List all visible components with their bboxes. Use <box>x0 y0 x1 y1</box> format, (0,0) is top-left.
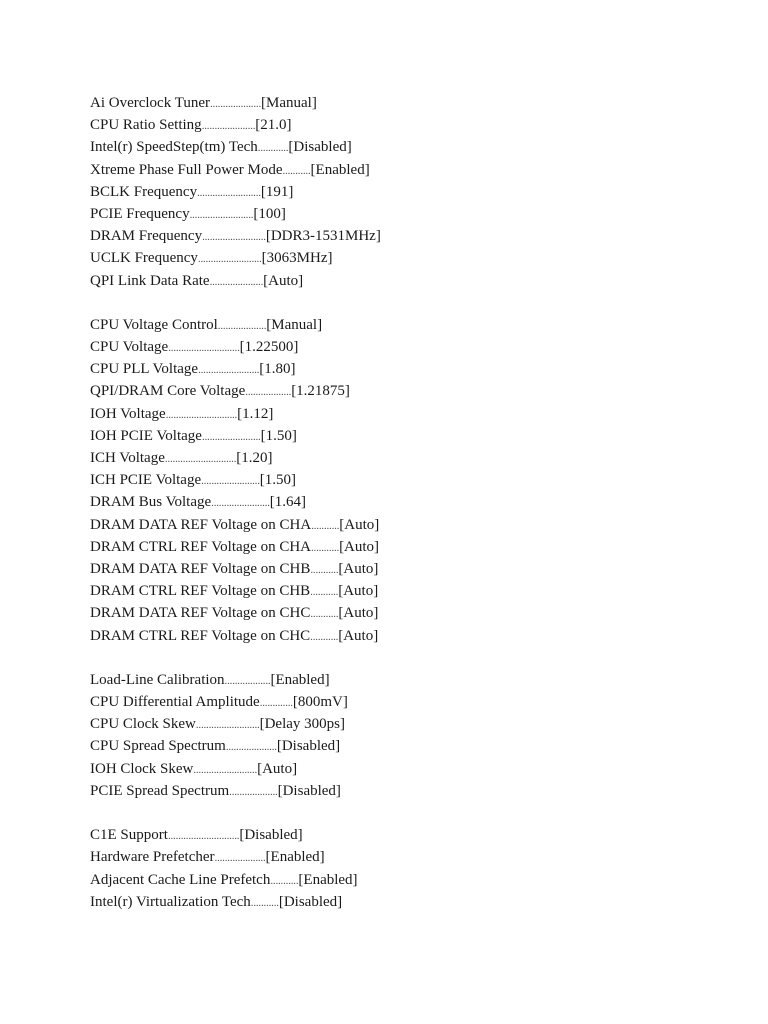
dot-leader: ........................ <box>198 364 260 377</box>
setting-label: DRAM DATA REF Voltage on CHA <box>90 516 312 533</box>
setting-value: [Enabled] <box>265 849 325 866</box>
setting-line <box>90 159 730 181</box>
setting-value: [Disabled] <box>278 893 343 910</box>
dot-leader: ..................... <box>209 275 264 288</box>
settings-group <box>90 669 730 802</box>
setting-value: [DDR3-1531MHz] <box>265 228 381 245</box>
setting-label: DRAM DATA REF Voltage on CHB <box>90 560 311 577</box>
setting-line <box>90 514 730 536</box>
setting-label: IOH Voltage <box>90 405 166 422</box>
setting-line <box>90 558 730 580</box>
setting-label: UCLK Frequency <box>90 250 198 267</box>
setting-label: DRAM CTRL REF Voltage on CHA <box>90 538 311 555</box>
setting-value: [800mV] <box>292 694 348 711</box>
setting-label: CPU Ratio Setting <box>90 117 202 134</box>
dot-leader: ............................ <box>164 453 237 465</box>
setting-line <box>90 225 730 247</box>
setting-line <box>90 891 730 913</box>
setting-line <box>90 491 730 513</box>
setting-label: CPU Voltage Control <box>90 316 218 333</box>
setting-line <box>90 270 730 292</box>
dot-leader: ........... <box>310 563 339 576</box>
setting-value: [Enabled] <box>310 161 370 178</box>
setting-line <box>90 425 730 447</box>
setting-line <box>90 780 730 802</box>
setting-label: Adjacent Cache Line Prefetch <box>90 871 271 888</box>
setting-line <box>90 92 730 114</box>
setting-value: [Auto] <box>339 538 380 555</box>
settings-group <box>90 824 730 913</box>
setting-label: IOH PCIE Voltage <box>90 427 202 444</box>
dot-leader: ........... <box>310 608 339 621</box>
setting-label: CPU Clock Skew <box>90 716 196 733</box>
setting-label: DRAM CTRL REF Voltage on CHC <box>90 627 311 644</box>
setting-value: [100] <box>253 205 286 222</box>
dot-leader: ........... <box>310 630 339 643</box>
setting-value: [Delay 300ps] <box>259 716 346 733</box>
setting-value: [Enabled] <box>298 871 358 888</box>
setting-label: IOH Clock Skew <box>90 760 194 777</box>
dot-leader: ............................ <box>165 408 238 421</box>
setting-value: [1.20] <box>236 450 273 466</box>
setting-value: [Auto] <box>257 760 298 777</box>
setting-line <box>90 114 730 136</box>
setting-line <box>90 846 730 868</box>
setting-line <box>90 181 730 203</box>
setting-label: ICH PCIE Voltage <box>90 472 202 489</box>
dot-leader: ......................... <box>197 253 262 266</box>
setting-value: [Enabled] <box>270 671 330 688</box>
dot-leader: ............. <box>259 697 293 710</box>
setting-value: [1.12] <box>237 405 274 422</box>
setting-value: [Auto] <box>338 627 379 644</box>
setting-value: [1.50] <box>259 472 297 489</box>
setting-value: [3063MHz] <box>261 250 333 267</box>
dot-leader: ......................... <box>195 719 260 732</box>
setting-line <box>90 735 730 757</box>
setting-value: [Auto] <box>339 516 380 533</box>
setting-value: [Auto] <box>338 583 379 600</box>
setting-line <box>90 203 730 225</box>
setting-line <box>90 447 730 469</box>
dot-leader: ................... <box>229 785 278 798</box>
setting-label: QPI Link Data Rate <box>90 272 210 289</box>
setting-value: [191] <box>260 183 294 200</box>
setting-line <box>90 336 730 358</box>
setting-label: Hardware Prefetcher <box>90 849 215 866</box>
setting-value: [Auto] <box>338 605 379 622</box>
setting-label: DRAM CTRL REF Voltage on CHB <box>90 583 311 600</box>
dot-leader: ....................... <box>211 497 270 510</box>
setting-label: Intel(r) Virtualization Tech <box>90 893 251 910</box>
settings-group <box>90 314 730 647</box>
setting-value: [Manual] <box>266 316 323 333</box>
dot-leader: ............ <box>257 142 289 155</box>
setting-label: Ai Overclock Tuner <box>90 95 210 111</box>
setting-line <box>90 536 730 558</box>
setting-line <box>90 602 730 624</box>
dot-leader: .................... <box>225 741 277 754</box>
dot-leader: ........... <box>270 874 299 887</box>
dot-leader: ..................... <box>201 120 256 133</box>
setting-line <box>90 580 730 602</box>
dot-leader: ........... <box>311 541 340 554</box>
setting-value: [Disabled] <box>288 139 352 156</box>
setting-line <box>90 713 730 735</box>
setting-line <box>90 625 730 647</box>
setting-value: [Manual] <box>261 95 317 111</box>
dot-leader: ................... <box>217 319 267 332</box>
setting-label: DRAM DATA REF Voltage on CHC <box>90 605 311 622</box>
setting-label: CPU Spread Spectrum <box>90 738 226 755</box>
dot-leader: .................. <box>245 386 292 399</box>
dot-leader: .................... <box>210 98 262 110</box>
setting-value: [1.21875] <box>291 383 350 400</box>
setting-value: [Disabled] <box>276 738 341 755</box>
setting-label: DRAM Frequency <box>90 228 203 245</box>
setting-value: [1.50] <box>260 427 297 444</box>
dot-leader: ........... <box>282 164 311 177</box>
dot-leader: ......................... <box>197 186 261 199</box>
setting-value: [Disabled] <box>277 782 341 799</box>
dot-leader: .................. <box>224 674 271 687</box>
setting-label: Load-Line Calibration <box>90 671 225 688</box>
settings-document <box>90 92 730 935</box>
setting-value: [Disabled] <box>239 827 303 844</box>
setting-label: Intel(r) SpeedStep(tm) Tech <box>90 139 258 156</box>
setting-value: [1.22500] <box>239 339 299 356</box>
setting-line <box>90 380 730 402</box>
setting-line <box>90 247 730 269</box>
setting-line <box>90 403 730 425</box>
settings-group <box>90 92 730 292</box>
dot-leader: ............................ <box>167 830 240 843</box>
setting-label: C1E Support <box>90 827 168 844</box>
setting-label: PCIE Spread Spectrum <box>90 782 230 799</box>
setting-label: QPI/DRAM Core Voltage <box>90 383 246 400</box>
setting-value: [21.0] <box>255 117 292 134</box>
dot-leader: ............................ <box>168 342 240 355</box>
setting-label: PCIE Frequency <box>90 205 190 222</box>
dot-leader: ....................... <box>201 430 261 443</box>
dot-leader: ........... <box>310 586 339 599</box>
setting-label: BCLK Frequency <box>90 183 198 200</box>
setting-value: [Auto] <box>338 560 379 577</box>
setting-label: DRAM Bus Voltage <box>90 494 212 511</box>
dot-leader: ........... <box>250 896 279 909</box>
dot-leader: ......................... <box>202 231 266 244</box>
setting-label: CPU PLL Voltage <box>90 361 199 378</box>
setting-line <box>90 469 730 491</box>
setting-label: CPU Voltage <box>90 339 169 356</box>
setting-label: Xtreme Phase Full Power Mode <box>90 161 283 178</box>
dot-leader: ........... <box>311 519 340 532</box>
setting-value: [1.80] <box>259 361 296 378</box>
setting-line <box>90 358 730 380</box>
dot-leader: ......................... <box>189 208 254 221</box>
setting-value: [Auto] <box>263 272 304 289</box>
setting-value: [1.64] <box>269 494 307 511</box>
setting-line <box>90 691 730 713</box>
setting-label: CPU Differential Amplitude <box>90 694 260 711</box>
setting-label: ICH Voltage <box>90 450 165 466</box>
dot-leader: ......................... <box>193 763 258 776</box>
setting-line <box>90 758 730 780</box>
dot-leader: .................... <box>214 852 266 865</box>
setting-line <box>90 824 730 846</box>
setting-line <box>90 136 730 158</box>
dot-leader: ....................... <box>201 475 260 488</box>
setting-line <box>90 869 730 891</box>
setting-line <box>90 669 730 691</box>
setting-line <box>90 314 730 336</box>
